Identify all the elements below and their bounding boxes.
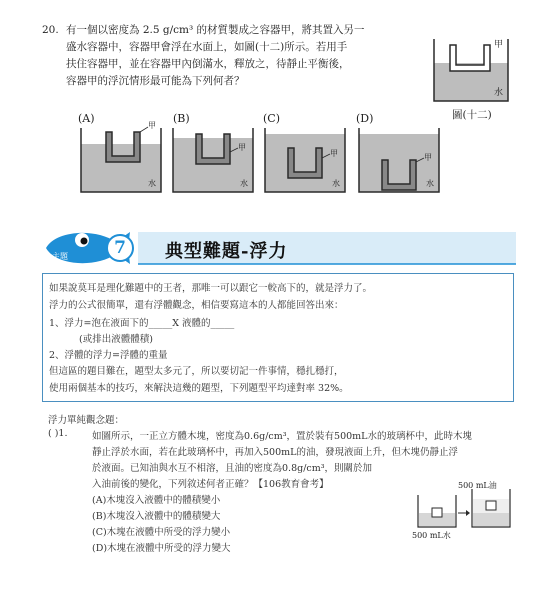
question-line: 於液面。已知油與水互不相溶，且油的密度為0.8g/cm³，則關於加 — [92, 463, 373, 474]
jia-label: 甲 — [238, 143, 246, 152]
answer-blank[interactable]: ( )1. — [48, 428, 68, 439]
option-a-label[interactable]: (A) — [78, 112, 95, 125]
figure-caption: 圖(十二) — [452, 109, 492, 121]
figure-12-diagram — [432, 35, 512, 105]
question-line: 盛水容器中，容器甲會浮在水面上，如圖(十二)所示。若用手 — [66, 41, 348, 53]
option-d-label[interactable]: (D) — [356, 112, 374, 125]
oil-label: 500 mL油 — [458, 481, 497, 490]
label-leader — [140, 127, 148, 132]
section-heading: 浮力單純觀念題： — [48, 415, 125, 426]
option-d-diagram — [356, 118, 446, 196]
arrow-head — [466, 510, 470, 516]
water-label: 水 — [240, 179, 248, 188]
water-label: 水 — [332, 179, 340, 188]
question-line: 扶住容器甲，並在容器甲內倒滿水，釋放之，待靜止平衡後， — [66, 58, 350, 70]
water-label: 500 mL水 — [412, 531, 451, 540]
container-jia — [450, 45, 490, 71]
option-a-diagram — [78, 118, 168, 196]
choice-b[interactable]: (B)木塊沒入液體中的體積變大 — [92, 511, 221, 522]
question-line: 入油前後的變化，下列敘述何者正確？【106教育會考】 — [92, 479, 329, 490]
intro-box — [42, 273, 514, 402]
jia-label: 甲 — [494, 40, 504, 50]
intro-line: 2、浮體的浮力=浮體的重量 — [49, 350, 168, 361]
fish-pupil — [81, 238, 88, 245]
question-line: 容器甲的浮沉情形最可能為下列何者？ — [66, 75, 245, 87]
question-line: 靜止浮於水面，若在此玻璃杯中，再加入500mL的油，發現液面上升，但木塊仍靜止浮 — [92, 447, 458, 458]
intro-line: 1、浮力=泡在液面下的_____X 液體的_____ — [49, 318, 235, 329]
intro-line: 浮力的公式很簡單，還有浮體觀念，相信要寫這本的人都能回答出來： — [49, 300, 344, 311]
water-after — [473, 513, 509, 526]
question-line: 如圖所示，一正立方體木塊，密度為0.6g/cm³，置於裝有500mL水的玻璃杯中，此時木塊 — [92, 431, 472, 442]
jia-label: 甲 — [148, 121, 156, 130]
jia-label: 甲 — [424, 153, 432, 162]
wood-block-before — [432, 508, 442, 517]
water-label: 水 — [426, 179, 434, 188]
water-label: 水 — [494, 88, 504, 98]
wood-block-after — [486, 501, 496, 510]
option-c-label[interactable]: (C) — [263, 112, 280, 125]
theme-label: 主題 — [52, 252, 68, 261]
intro-line: 如果說莫耳是理化難題中的王者，那唯一可以跟它一較高下的，就是浮力了。 — [49, 283, 373, 294]
option-c-diagram — [262, 118, 352, 196]
question-line: 有一個以密度為 2.5 g/cm³ 的材質製成之容器甲，將其置入另一 — [66, 24, 365, 36]
question-number: 20. — [42, 24, 59, 36]
choice-d[interactable]: (D)木塊在液體中所受的浮力變大 — [92, 543, 231, 554]
banner-title: 典型難題-浮力 — [165, 241, 288, 262]
water-label: 水 — [148, 179, 156, 188]
intro-line: 但這區的題目難在，題型太多元了，所以要切記一件事情，穩扎穩打， — [49, 366, 344, 377]
choice-c[interactable]: (C)木塊在液體中所受的浮力變小 — [92, 527, 231, 538]
question-20 — [42, 22, 427, 90]
intro-line: (或排出液體體積) — [79, 334, 153, 345]
choice-a[interactable]: (A)木塊沒入液體中的體積變小 — [92, 495, 221, 506]
intro-line: 使用兩個基本的技巧，來解決這幾的題型，下列題型平均達對率 32%。 — [49, 383, 349, 394]
theme-number: 7 — [114, 238, 126, 258]
option-b-diagram — [170, 118, 260, 196]
option-b-label[interactable]: (B) — [173, 112, 190, 125]
jia-label: 甲 — [330, 149, 338, 158]
